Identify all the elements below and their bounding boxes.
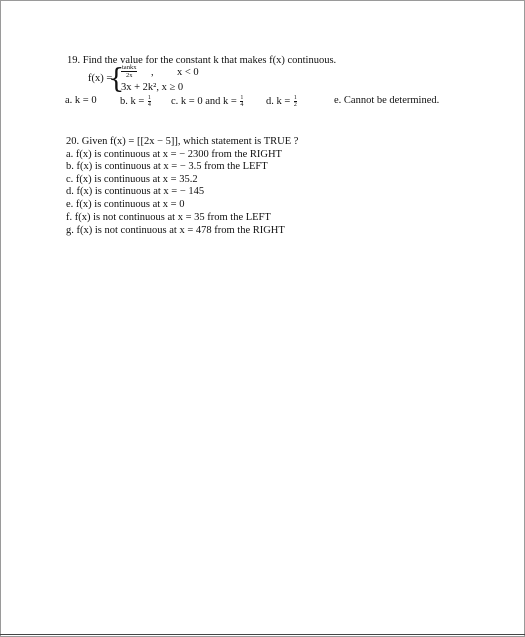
q19-piece1 — [121, 64, 137, 79]
q19-piece1-fraction — [121, 64, 137, 79]
q20-option-e: e. f(x) is continuous at x = 0 — [66, 199, 185, 210]
q19-option-d-fraction: $\frac{1}{2}$ — [293, 95, 297, 108]
q19-option-b-label: b. k = — [120, 95, 147, 107]
q19-stem: 19. Find the value for the constant k that makes f(x) continuous. — [67, 55, 337, 66]
q19-option-a-label: a. k = 0 — [65, 95, 97, 106]
q19-option-d-label: d. k = — [266, 95, 293, 107]
q19-piece1-condition: x < 0 — [177, 67, 199, 78]
q19-piece1-numerator: tankx — [122, 64, 137, 71]
page-bottom-rule — [0, 634, 525, 635]
q20-stem: 20. Given f(x) = [[2x − 5]], which statement is TRUE ? — [66, 136, 299, 147]
q19-piece1-denominator: 2x — [125, 72, 133, 79]
q19-piece2: 3x + 2k², x ≥ 0 — [121, 82, 184, 93]
q19-option-b — [120, 95, 151, 108]
q19-option-c-fraction: $\frac{1}{4}$ — [240, 95, 244, 108]
q19-option-a — [65, 95, 97, 107]
q19-option-c-label: c. k = 0 and k = — [171, 95, 240, 107]
q19-option-d — [266, 95, 297, 108]
q19-option-e — [334, 95, 439, 107]
q20-option-a: a. f(x) is continuous at x = − 2300 from the RIGHT — [66, 149, 282, 160]
q20-option-f: f. f(x) is not continuous at x = 35 from the LEFT — [66, 212, 271, 223]
q19-piecewise-brace: { — [108, 63, 125, 95]
q20-option-b: b. f(x) is continuous at x = − 3.5 from the LEFT — [66, 161, 268, 172]
q19-option-c — [171, 95, 243, 108]
q20-option-g: g. f(x) is not continuous at x = 478 from the RIGHT — [66, 225, 285, 236]
q20-option-c: c. f(x) is continuous at x = 35.2 — [66, 174, 198, 185]
q19-option-b-fraction: $\frac{1}{4}$ — [147, 95, 151, 108]
q19-option-e-label: e. Cannot be determined. — [334, 95, 440, 106]
q19-piece1-comma: , — [151, 67, 154, 78]
q19-function-lhs: f(x) = — [88, 73, 113, 84]
q20-option-d: d. f(x) is continuous at x = − 145 — [66, 186, 205, 197]
